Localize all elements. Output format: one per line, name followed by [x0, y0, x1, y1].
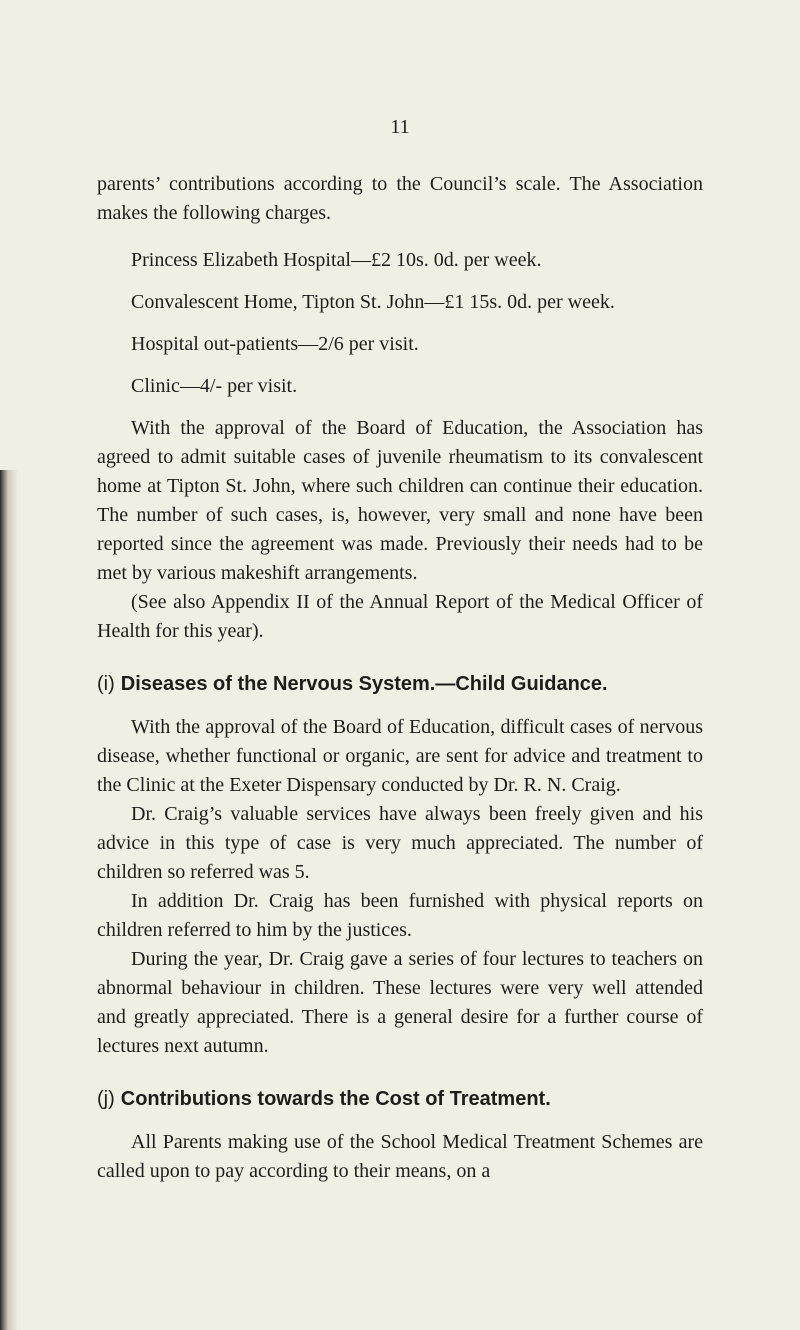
document-body	[97, 170, 703, 1186]
section-paragraph: In addition Dr. Craig has been furnished with physical reports on children referred to him by the justices.	[97, 890, 703, 941]
appendix-reference-paragraph: (See also Appendix II of the Annual Report of the Medical Officer of Health for this year).	[97, 591, 703, 642]
section-title: Diseases of the Nervous System.—Child Guidance.	[120, 673, 608, 695]
section-paragraph: With the approval of the Board of Education, difficult cases of nervous disease, whether functional or organic, are sent for advice and treatment to the Clinic at the Exeter Dispensary conducted by Dr. R. N. Craig.	[97, 716, 703, 796]
rheumatism-paragraph: With the approval of the Board of Education, the Association has agreed to admit suitable cases of juvenile rheumatism to its convalescent home at Tipton St. John, where such children can continue their education. The number of such cases, is, however, very small and none have been reported since the agreement was made. Previously their needs had to be met by various makeshift arrangements.	[97, 417, 703, 584]
page-number: 11	[390, 116, 410, 138]
section-paragraph: Dr. Craig’s valuable services have always been freely given and his advice in this type of case is very much appreciated. The number of children so referred was 5.	[97, 803, 703, 883]
section-paragraph: All Parents making use of the School Medical Treatment Schemes are called upon to pay according to their means, on a	[97, 1131, 703, 1182]
section-heading-nervous-system	[97, 670, 703, 699]
section-title: Contributions towards the Cost of Treatment.	[120, 1088, 551, 1110]
charge-item: Clinic—4/- per visit.	[131, 375, 298, 397]
intro-paragraph: parents’ contributions according to the Council’s scale. The Association makes the following charges.	[97, 173, 703, 224]
charge-item: Convalescent Home, Tipton St. John—£1 15s. 0d. per week.	[131, 291, 615, 313]
section-heading-contributions	[97, 1085, 703, 1114]
page-binding-edge	[0, 470, 18, 1330]
charges-list	[97, 246, 703, 401]
section-paragraph: During the year, Dr. Craig gave a series of four lectures to teachers on abnormal behaviour in children. These lectures were very well attended and greatly appreciated. There is a general desire for a further course of lectures next autumn.	[97, 948, 703, 1057]
section-letter: (j)	[97, 1088, 115, 1110]
charge-item: Hospital out-patients—2/6 per visit.	[131, 333, 419, 355]
section-letter: (i)	[97, 673, 115, 695]
charge-item: Princess Elizabeth Hospital—£2 10s. 0d. per week.	[131, 249, 542, 271]
